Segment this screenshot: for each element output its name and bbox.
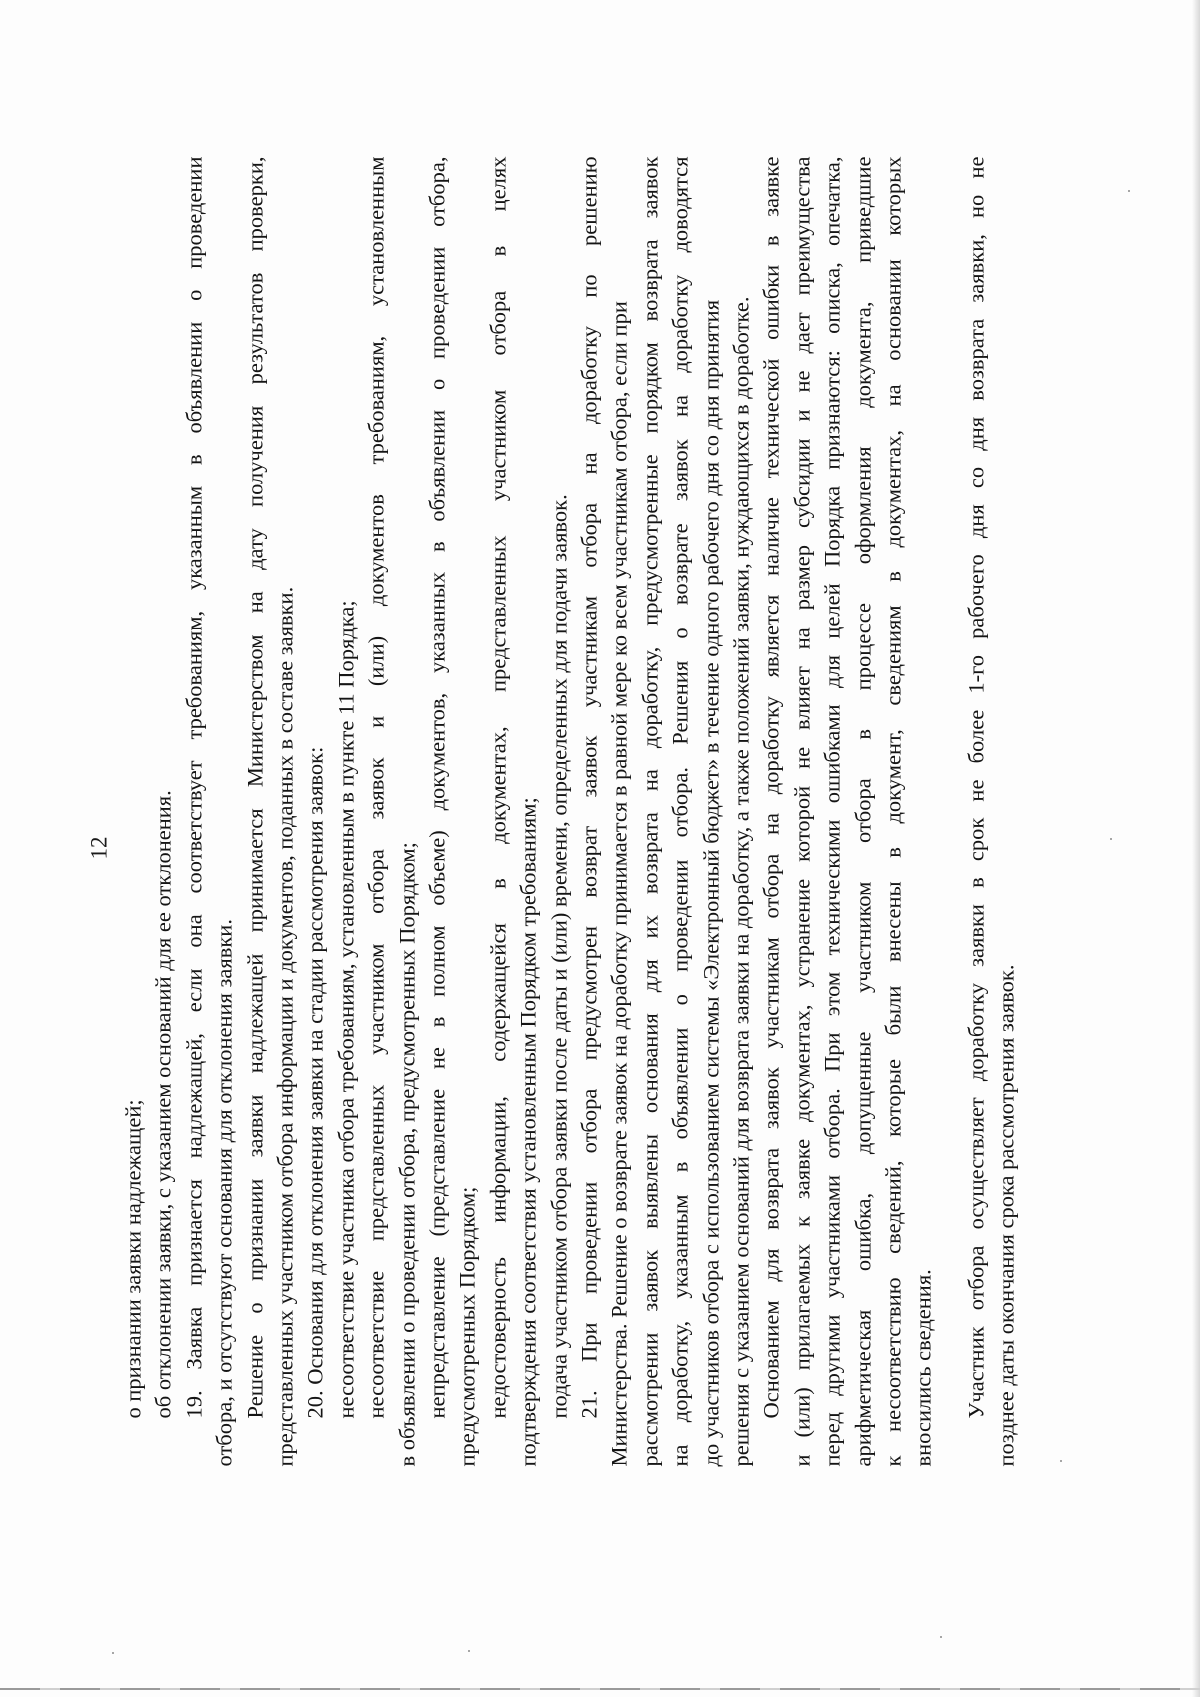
scan-edge-shadow — [1192, 0, 1200, 1697]
scan-speck — [1110, 838, 1112, 840]
text-line: позднее даты окончания срока рассмотрения заявок. — [993, 964, 1019, 1467]
scan-speck — [112, 1652, 114, 1654]
text-line: представленных участником отбора информации и документов, поданных в составе заявки. — [272, 586, 298, 1467]
text-line: 20. Основания для отклонения заявки на стадии рассмотрения заявок: — [302, 746, 328, 1419]
text-line: предусмотренных Порядком; — [454, 1186, 480, 1467]
text-line: 21. При проведении отбора предусмотрен возврат заявок участникам отбора на доработку по решению — [576, 156, 602, 1419]
text-line: перед другими участниками отбора. При этом техническими ошибками для целей Порядка признаются: описка, опечатка, — [819, 156, 845, 1467]
text-line: вносились сведения. — [910, 1269, 936, 1467]
text-line: Основанием для возврата заявок участникам отбора на доработку является наличие технической ошибки в заявке — [758, 156, 784, 1419]
text-line: непредставление (представление не в полном объеме) документов, указанных в объявлении о проведении отбора, — [424, 156, 450, 1419]
scan-speck — [940, 1636, 942, 1638]
text-line: отбора, и отсутствуют основания для отклонения заявки. — [211, 919, 237, 1467]
text-line: до участников отбора с использованием системы «Электронный бюджет» в течение одного рабочего дня со дня принятия — [698, 299, 724, 1467]
page-number: 12 — [86, 836, 112, 860]
scan-bottom-edge — [0, 1688, 1200, 1690]
text-line: о признании заявки надлежащей; — [120, 1099, 146, 1419]
text-line: рассмотрении заявок выявлены основания для их возврата на доработку, предусмотренные порядком возврата заявок — [637, 156, 663, 1467]
text-line: в объявлении о проведении отбора, предусмотренных Порядком; — [394, 842, 420, 1467]
text-line: Министерства. Решение о возврате заявок на доработку принимается в равной мере ко всем участникам отбора, если при — [606, 301, 632, 1467]
text-line: арифметическая ошибка, допущенные участником отбора в процессе оформления документа, приведшие — [850, 156, 876, 1467]
text-line: и (или) прилагаемых к заявке документах, устранение которой не влияет на размер субсидии и не дает преимущества — [789, 156, 815, 1467]
text-line: об отклонении заявки, с указанием оснований для ее отклонения. — [150, 790, 176, 1419]
text-line: подтверждения соответствия установленным Порядком требованиям; — [515, 797, 541, 1467]
scan-speck — [468, 1650, 470, 1652]
scan-speck — [1128, 190, 1130, 192]
text-line: недостоверность информации, содержащейся в документах, представленных участником отбора в целях — [485, 156, 511, 1419]
paragraph-gap — [939, 157, 961, 1467]
text-line: Участник отбора осуществляет доработку заявки в срок не более 1-го рабочего дня со дня возврата заявки, но не — [963, 156, 989, 1419]
text-line: 19. Заявка признается надлежащей, если она соответствует требованиям, указанным в объявлении о проведении — [181, 156, 207, 1419]
text-line: на доработку, указанным в объявлении о проведении отбора. Решения о возврате заявок на доработку доводятся — [667, 156, 693, 1467]
rotated-document — [1, 0, 1200, 1697]
text-line: Решение о признании заявки надлежащей принимается Министерством на дату получения результатов проверки, — [242, 156, 268, 1419]
text-line: решения с указанием оснований для возврата заявки на доработку, а также положений заявки, нуждающихся в доработке. — [728, 296, 754, 1467]
text-line: к несоответствию сведений, которые были внесены в документ, сведениям в документах, на основании которых — [880, 156, 906, 1467]
scan-speck — [1060, 1460, 1062, 1462]
text-line: несоответствие участника отбора требованиям, установленным в пункте 11 Порядка; — [333, 600, 359, 1419]
text-line: подача участником отбора заявки после даты и (или) времени, определенных для подачи заявок. — [546, 494, 572, 1419]
text-line: несоответствие представленных участником отбора заявок и (или) документов требованиям, установленным — [363, 156, 389, 1419]
document-body — [119, 157, 1023, 1467]
